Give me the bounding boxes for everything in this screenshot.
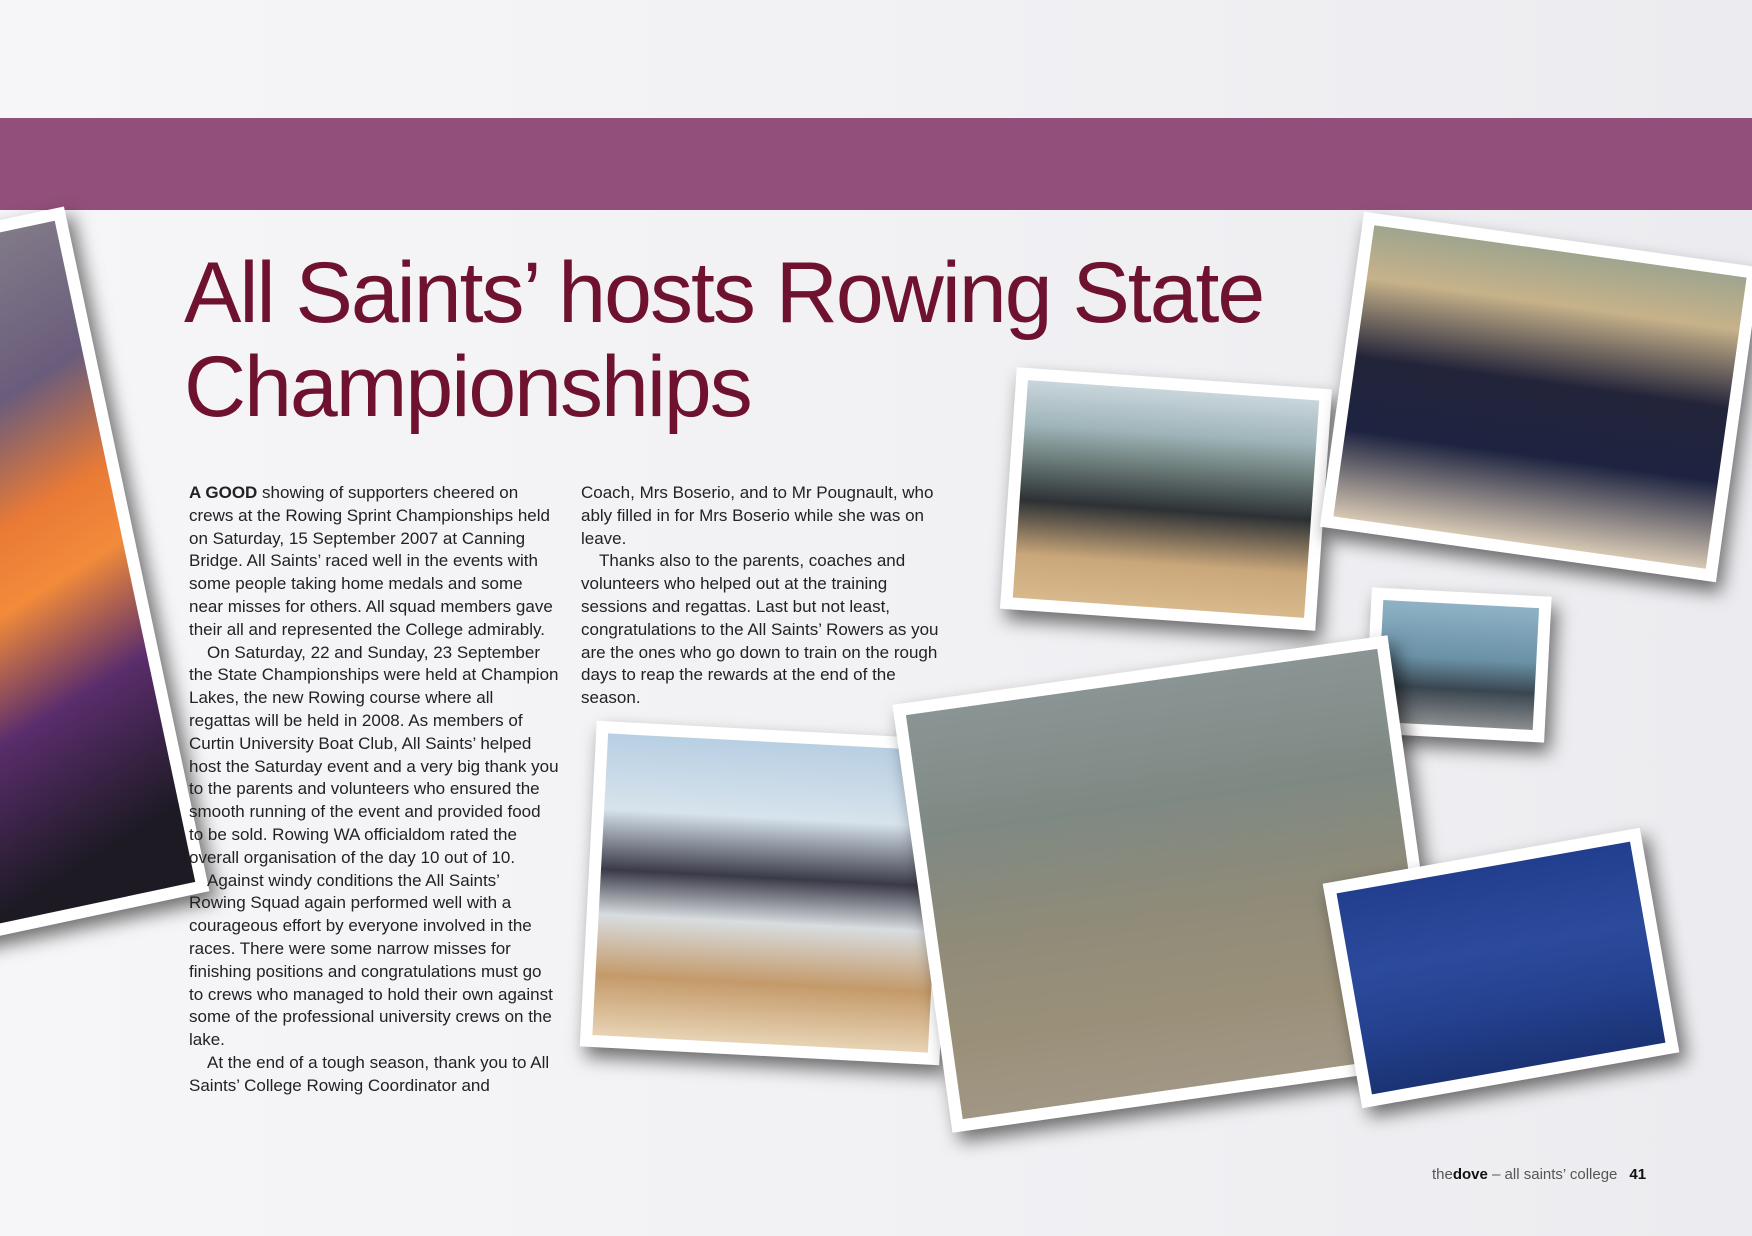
text-column-1 — [189, 482, 559, 1098]
photo-rowers-group — [1320, 212, 1752, 583]
page-number: 41 — [1629, 1166, 1647, 1183]
lead-in: A GOOD — [189, 483, 258, 502]
paragraph-3: Against windy conditions the All Saints’ Rowing Squad again performed well with a courageous effort by everyone involved in the races. There were some narrow misses for finishing positions and congratulations must go to crews who managed to hold their own against some of the professional university crews on the lake. — [189, 870, 553, 1050]
paragraph-5: Coach, Mrs Boserio, and to Mr Pougnault, who ably filled in for Mrs Boserio while she was on leave. — [581, 483, 934, 548]
photo-rowers-carrying-boat — [1000, 367, 1332, 630]
photo-boat-shed — [580, 721, 957, 1065]
paragraph-1: A GOOD showing of supporters cheered on crews at the Rowing Sprint Championships held on Saturday, 15 September 2007 at Canning Bridge. All Saints’ raced well in the events with some people taking home medals and some near misses for others. All squad members gave their all and represented the College admirably. — [189, 483, 553, 639]
photo-crowd-partial — [0, 206, 209, 953]
header-band — [0, 118, 1752, 210]
paragraph-4: At the end of a tough season, thank you to All Saints’ College Rowing Coordinator and — [189, 1052, 550, 1095]
article-title: All Saints’ hosts Rowing State Championships — [184, 245, 1264, 435]
page-footer: thedove – all saints’ college 41 — [1432, 1166, 1647, 1183]
paragraph-6: Thanks also to the parents, coaches and volunteers who helped out at the training sessions and regattas. Last but not least, congratulations to the All Saints’ Rowers as you are the ones who go down to train on the rough days to reap the rewards at the end of the season. — [581, 551, 939, 708]
paragraph-2: On Saturday, 22 and Sunday, 23 September the State Championships were held at Champion Lakes, the new Rowing course where all regattas will be held in 2008. As members of Curtin University Boat Club, All Saints’ helped host the Saturday event and a very big thank you to the parents and volunteers who ensured the smooth running of the event and provided food to be sold. Rowing WA officialdom rated the overall organisation of the day 10 out of 10. — [189, 642, 559, 867]
text-column-2 — [581, 482, 951, 710]
